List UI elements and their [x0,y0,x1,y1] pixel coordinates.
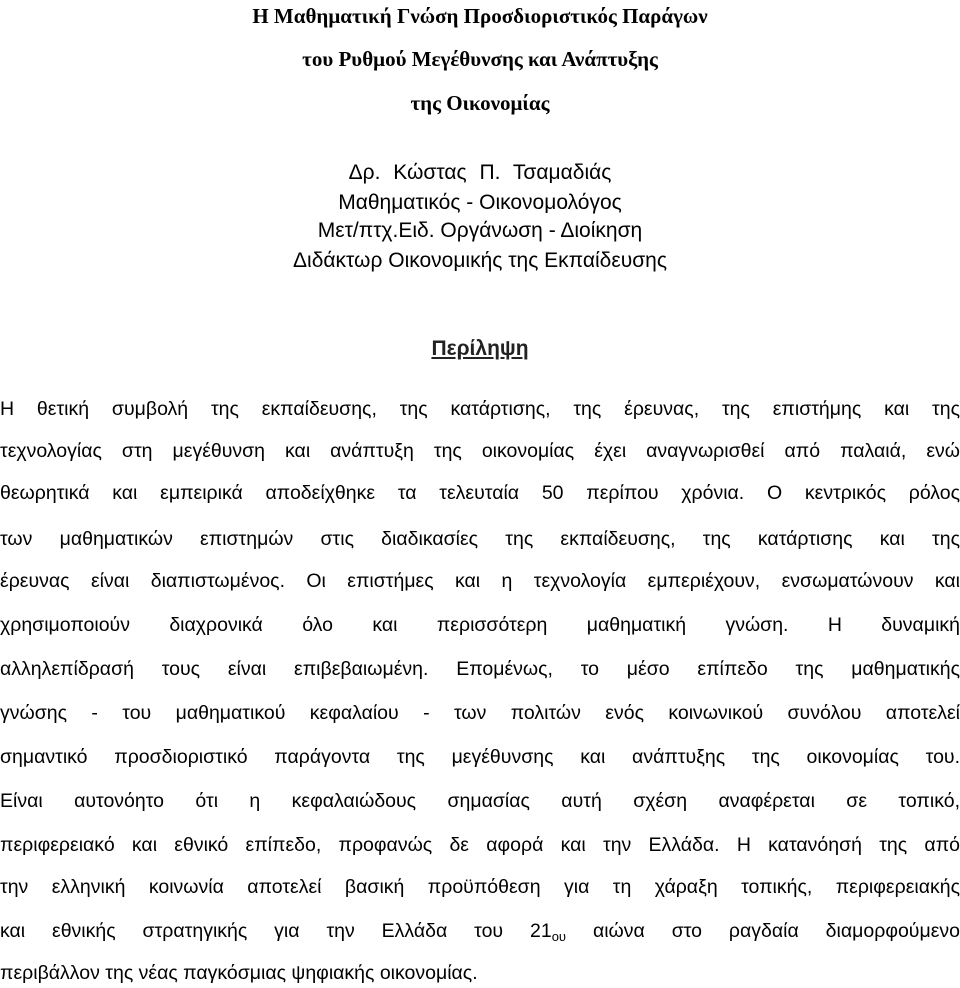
abstract-line: έρευνας είναι διαπιστωμένος. Οι επιστήμες και η τεχνολογία εμπεριέχουν, ενσωματώνουν και [0,570,960,592]
abstract-line: σημαντικό προσδιοριστικό παράγοντα της μεγέθυνσης και ανάπτυξης της οικονομίας του. [0,746,960,768]
title-line-2: του Ρυθμού Μεγέθυνσης και Ανάπτυξης [302,47,658,71]
author-name: Δρ. Κώστας Π. Τσαμαδιάς [348,161,612,184]
title-line-3: της Οικονομίας [410,91,550,115]
author-role: Μαθηματικός - Οικονομολόγος [338,191,622,214]
abstract-line-last: περιβάλλον της νέας παγκόσμιας ψηφιακής οικονομίας. [0,962,478,984]
abstract-line: τεχνολογίας στη μεγέθυνση και ανάπτυξη της οικονομίας έχει αναγνωρισθεί από παλαιά, ενώ [0,440,960,462]
abstract-line: Η θετική συμβολή της εκπαίδευσης, της κατάρτισης, της έρευνας, της επιστήμης και της [0,398,960,420]
abstract-line: την ελληνική κοινωνία αποτελεί βασική προϋπόθεση για τη χάραξη τοπικής, περιφερειακής [0,876,960,898]
author-doctorate: Διδάκτωρ Οικονομικής της Εκπαίδευσης [293,249,667,272]
abstract-line-13-end: αιώνα στο ραγδαία διαμορφούμενο [566,920,960,942]
abstract-line: περιφερειακό και εθνικό επίπεδο, προφανώς δε αφορά και την Ελλάδα. Η κατανόησή της από [0,834,960,856]
abstract-line: Είναι αυτονόητο ότι η κεφαλαιώδους σημασίας αυτή σχέση αναφέρεται σε τοπικό, [0,790,960,812]
abstract-line: χρησιμοποιούν διαχρονικά όλο και περισσότερη μαθηματική γνώση. Η δυναμική [0,614,960,636]
title-line-1: Η Μαθηματική Γνώση Προσδιοριστικός Παράγων [252,4,708,28]
abstract-line: των μαθηματικών επιστημών στις διαδικασίες της εκπαίδευσης, της κατάρτισης και της [0,528,960,550]
abstract-line: θεωρητικά και εμπειρικά αποδείχθηκε τα τελευταία 50 περίπου χρόνια. Ο κεντρικός ρόλος [0,482,960,504]
abstract-line-13 [0,918,960,944]
abstract-heading: Περίληψη [431,337,529,360]
abstract-line-13-start: και εθνικής στρατηγικής για την Ελλάδα του 21 [0,920,552,942]
abstract-line: αλληλεπίδρασή τους είναι επιβεβαιωμένη. Επομένως, το μέσο επίπεδο της μαθηματικής [0,658,960,680]
author-degree: Μετ/πτχ.Ειδ. Οργάνωση - Διοίκηση [317,219,643,242]
century-ordinal-subscript: ου [551,929,567,944]
abstract-line: γνώσης - του μαθηματικού κεφαλαίου - των πολιτών ενός κοινωνικού συνόλου αποτελεί [0,702,960,724]
